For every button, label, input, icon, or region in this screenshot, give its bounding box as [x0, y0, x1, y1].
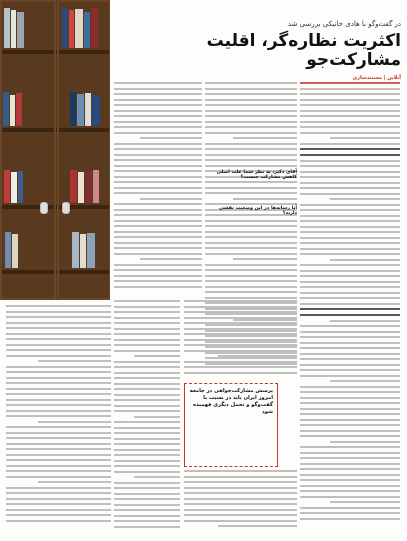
- article-kicker: در گفت‌وگو با هادی خانیکی بررسی شد: [287, 20, 401, 28]
- body-text-line: [114, 165, 202, 167]
- body-text-line: [184, 328, 297, 330]
- body-text-line: [114, 366, 180, 368]
- body-text-line: [300, 397, 400, 399]
- body-text-line: [330, 441, 400, 443]
- body-text-line: [114, 143, 202, 145]
- body-text-line: [184, 361, 297, 363]
- body-text-line: [114, 154, 202, 156]
- body-text-line: [330, 380, 400, 382]
- body-text-line: [114, 328, 180, 330]
- text-column-right: [300, 82, 400, 534]
- body-text-line: [184, 306, 297, 308]
- body-text-line: [114, 311, 180, 313]
- body-text-line: [300, 242, 400, 244]
- body-text-line: [114, 203, 202, 205]
- pull-quote-text: پرسش مشارکت‌خواهی در جامعه امروز ایران باید در نسبت با گفت‌وگو و تحمل دیگری فهمیده شود: [189, 388, 273, 415]
- body-text-line: [114, 460, 180, 462]
- body-text-line: [300, 518, 400, 520]
- body-text-line: [300, 148, 400, 150]
- body-text-line: [114, 126, 202, 128]
- body-text-line: [205, 220, 297, 222]
- body-text-line: [114, 471, 180, 473]
- body-text-line: [6, 355, 111, 357]
- body-text-line: [300, 121, 400, 123]
- body-text-line: [300, 490, 400, 492]
- body-text-line: [300, 314, 400, 316]
- body-text-line: [300, 281, 400, 283]
- body-text-line: [6, 465, 111, 467]
- body-text-line: [6, 470, 111, 472]
- body-text-line: [114, 242, 202, 244]
- body-text-line: [114, 159, 202, 161]
- body-text-line: [114, 231, 202, 233]
- body-text-line: [114, 115, 202, 117]
- body-text-line: [300, 126, 400, 128]
- body-text-line: [114, 515, 180, 517]
- body-text-line: [184, 476, 297, 478]
- body-text-line: [114, 306, 180, 308]
- body-text-line: [330, 259, 400, 261]
- body-text-line: [300, 187, 400, 189]
- body-text-line: [114, 214, 202, 216]
- body-text-line: [184, 487, 297, 489]
- body-text-line: [184, 344, 297, 346]
- body-text-line: [184, 470, 297, 472]
- body-text-line: [6, 415, 111, 417]
- body-text-line: [6, 393, 111, 395]
- body-text-line: [114, 526, 180, 528]
- body-text-line: [205, 269, 297, 271]
- body-text-line: [300, 386, 400, 388]
- body-text-line: [6, 410, 111, 412]
- body-text-line: [300, 182, 400, 184]
- body-text-line: [114, 498, 180, 500]
- body-text-line: [114, 372, 180, 374]
- text-column-mid-left: [114, 82, 202, 297]
- body-text-line: [6, 432, 111, 434]
- body-text-line: [300, 237, 400, 239]
- body-text-line: [114, 82, 202, 84]
- body-text-line: [300, 160, 400, 162]
- body-text-line: [205, 93, 297, 95]
- body-text-line: [114, 269, 202, 271]
- body-text-line: [300, 104, 400, 106]
- body-text-line: [205, 159, 297, 161]
- body-text-line: [6, 487, 111, 489]
- body-text-line: [300, 391, 400, 393]
- body-text-line: [114, 264, 202, 266]
- body-text-line: [6, 503, 111, 505]
- body-text-line: [205, 110, 297, 112]
- body-text-line: [38, 421, 112, 423]
- body-text-line: [300, 99, 400, 101]
- body-text-line: [300, 226, 400, 228]
- body-text-line: [114, 487, 180, 489]
- body-text-line: [300, 176, 400, 178]
- body-text-line: [114, 377, 180, 379]
- body-text-line: [6, 509, 111, 511]
- body-text-line: [6, 454, 111, 456]
- body-text-line: [205, 236, 297, 238]
- body-text-line: [300, 292, 400, 294]
- body-text-line: [114, 520, 180, 522]
- body-text-line: [6, 443, 111, 445]
- body-text-line: [205, 275, 297, 277]
- body-text-line: [205, 247, 297, 249]
- body-text-line: [184, 350, 297, 352]
- body-text-line: [114, 209, 202, 211]
- body-text-line: [114, 410, 180, 412]
- body-text-line: [205, 165, 297, 167]
- body-text-line: [6, 388, 111, 390]
- body-text-line: [205, 231, 297, 233]
- body-text-line: [140, 137, 202, 139]
- body-text-line: [300, 353, 400, 355]
- body-text-line: [6, 382, 111, 384]
- article-headline: اکثریت نظاره‌گر، اقلیت مشارکت‌جو: [206, 31, 401, 70]
- body-text-line: [6, 492, 111, 494]
- body-text-line: [205, 148, 297, 150]
- body-text-line: [184, 509, 297, 511]
- body-text-line: [300, 358, 400, 360]
- body-text-line: [114, 493, 180, 495]
- body-text-line: [184, 520, 297, 522]
- body-text-line: [205, 154, 297, 156]
- body-text-line: [300, 275, 400, 277]
- body-text-line: [184, 514, 297, 516]
- body-text-line: [114, 388, 180, 390]
- body-text-line: [114, 300, 180, 302]
- body-text-line: [300, 231, 400, 233]
- text-column-lower-mid: [114, 300, 180, 537]
- body-text-line: [114, 504, 180, 506]
- body-text-line: [300, 430, 400, 432]
- body-text-line: [300, 485, 400, 487]
- body-text-line: [114, 275, 202, 277]
- body-text-line: [300, 88, 400, 90]
- body-text-line: [114, 280, 202, 282]
- body-text-line: [184, 366, 297, 368]
- body-text-line: [300, 264, 400, 266]
- body-text-line: [205, 104, 297, 106]
- body-text-line: [300, 424, 400, 426]
- body-text-line: [218, 525, 297, 527]
- body-text-line: [114, 132, 202, 134]
- body-text-line: [300, 325, 400, 327]
- body-text-line: [300, 347, 400, 349]
- bookshelf-photo: [0, 0, 110, 300]
- body-text-line: [300, 463, 400, 465]
- body-text-line: [114, 317, 180, 319]
- body-text-line: [184, 322, 297, 324]
- body-text-line: [114, 350, 180, 352]
- body-text-line: [205, 82, 297, 84]
- body-text-line: [205, 88, 297, 90]
- body-text-line: [300, 364, 400, 366]
- body-text-line: [330, 501, 400, 503]
- body-text-line: [300, 215, 400, 217]
- body-text-line: [300, 286, 400, 288]
- body-text-line: [300, 110, 400, 112]
- body-text-line: [184, 300, 297, 302]
- body-text-line: [114, 121, 202, 123]
- body-text-line: [205, 291, 297, 293]
- body-text-line: [114, 236, 202, 238]
- body-text-line: [233, 198, 297, 200]
- body-text-line: [300, 115, 400, 117]
- body-text-line: [300, 204, 400, 206]
- text-column-upper-mid-right: [184, 300, 297, 380]
- body-text-line: [6, 311, 111, 313]
- body-text-line: [114, 394, 180, 396]
- body-text-line: [300, 512, 400, 514]
- body-text-line: [6, 459, 111, 461]
- body-text-line: [6, 371, 111, 373]
- body-text-line: [114, 176, 202, 178]
- body-text-line: [6, 316, 111, 318]
- body-text-line: [114, 454, 180, 456]
- body-text-line: [184, 492, 297, 494]
- body-text-line: [6, 426, 111, 428]
- body-text-line: [6, 498, 111, 500]
- body-text-line: [6, 327, 111, 329]
- body-text-line: [300, 303, 400, 305]
- body-text-line: [205, 181, 297, 183]
- body-text-line: [300, 93, 400, 95]
- body-text-line: [300, 154, 400, 156]
- body-text-line: [140, 198, 202, 200]
- body-text-line: [114, 192, 202, 194]
- body-text-line: [6, 344, 111, 346]
- body-text-line: [218, 355, 297, 357]
- body-text-line: [184, 503, 297, 505]
- body-text-line: [6, 437, 111, 439]
- body-text-line: [6, 305, 111, 307]
- body-text-line: [300, 308, 400, 310]
- body-text-line: [140, 258, 202, 260]
- body-text-line: [205, 253, 297, 255]
- body-text-line: [184, 311, 297, 313]
- body-text-line: [300, 248, 400, 250]
- body-text-line: [6, 338, 111, 340]
- author-tag: آنلاین | مستندسازی: [352, 75, 401, 81]
- body-text-line: [114, 110, 202, 112]
- body-text-line: [114, 465, 180, 467]
- body-text-line: [114, 322, 180, 324]
- body-text-line: [300, 82, 400, 84]
- body-text-line: [114, 509, 180, 511]
- body-text-line: [205, 203, 297, 205]
- body-text-line: [6, 366, 111, 368]
- body-text-line: [114, 170, 202, 172]
- body-text-line: [300, 419, 400, 421]
- body-text-line: [114, 181, 202, 183]
- body-text-line: [300, 375, 400, 377]
- body-text-line: [114, 104, 202, 106]
- interview-question: آقای دکتر، به نظر شما علت اصلی کاهش مشارکت چیست؟: [216, 170, 297, 180]
- body-text-line: [114, 333, 180, 335]
- body-text-line: [184, 498, 297, 500]
- body-text-line: [300, 468, 400, 470]
- body-text-line: [114, 443, 180, 445]
- body-text-line: [134, 355, 180, 357]
- body-text-line: [114, 225, 202, 227]
- body-text-line: [300, 435, 400, 437]
- body-text-line: [330, 198, 400, 200]
- body-text-line: [205, 192, 297, 194]
- body-text-line: [114, 286, 202, 288]
- body-text-line: [134, 416, 180, 418]
- body-text-line: [114, 405, 180, 407]
- body-text-line: [300, 220, 400, 222]
- body-text-line: [205, 143, 297, 145]
- body-text-line: [114, 421, 180, 423]
- body-text-line: [300, 479, 400, 481]
- body-text-line: [205, 225, 297, 227]
- body-text-line: [184, 372, 297, 374]
- body-text-line: [6, 476, 111, 478]
- body-text-line: [114, 449, 180, 451]
- body-text-line: [205, 132, 297, 134]
- body-text-line: [6, 349, 111, 351]
- body-text-line: [205, 286, 297, 288]
- body-text-line: [300, 402, 400, 404]
- body-text-line: [233, 137, 297, 139]
- body-text-line: [300, 253, 400, 255]
- body-text-line: [184, 317, 297, 319]
- body-text-line: [300, 342, 400, 344]
- body-text-line: [205, 115, 297, 117]
- body-text-line: [114, 438, 180, 440]
- body-text-line: [114, 253, 202, 255]
- body-text-line: [114, 432, 180, 434]
- pull-quote-box: [184, 383, 278, 467]
- body-text-line: [38, 481, 112, 483]
- body-text-line: [114, 99, 202, 101]
- body-text-line: [114, 93, 202, 95]
- body-text-line: [114, 339, 180, 341]
- body-text-line: [114, 482, 180, 484]
- body-text-line: [6, 399, 111, 401]
- body-text-line: [114, 399, 180, 401]
- body-text-line: [6, 514, 111, 516]
- body-text-line: [134, 476, 180, 478]
- body-text-line: [205, 187, 297, 189]
- body-text-line: [6, 377, 111, 379]
- body-text-line: [300, 209, 400, 211]
- body-text-line: [184, 333, 297, 335]
- body-text-line: [114, 220, 202, 222]
- text-column-lower-mid-right: [184, 470, 297, 537]
- body-text-line: [300, 457, 400, 459]
- body-text-line: [6, 448, 111, 450]
- body-text-line: [233, 258, 297, 260]
- body-text-line: [300, 413, 400, 415]
- body-text-line: [114, 344, 180, 346]
- body-text-line: [205, 121, 297, 123]
- body-text-line: [6, 404, 111, 406]
- body-text-line: [300, 297, 400, 299]
- body-text-line: [205, 242, 297, 244]
- body-text-line: [300, 270, 400, 272]
- body-text-line: [300, 336, 400, 338]
- body-text-line: [300, 165, 400, 167]
- body-text-line: [205, 297, 297, 299]
- body-text-line: [114, 361, 180, 363]
- body-text-line: [205, 280, 297, 282]
- body-text-line: [114, 187, 202, 189]
- body-text-line: [300, 331, 400, 333]
- body-text-line: [300, 193, 400, 195]
- body-text-line: [114, 148, 202, 150]
- body-text-line: [300, 132, 400, 134]
- body-text-line: [114, 247, 202, 249]
- body-text-line: [205, 99, 297, 101]
- body-text-line: [184, 339, 297, 341]
- body-text-line: [300, 474, 400, 476]
- body-text-line: [114, 383, 180, 385]
- body-text-line: [6, 520, 111, 522]
- body-text-line: [300, 143, 400, 145]
- body-text-line: [205, 264, 297, 266]
- text-column-lower-left: [6, 305, 111, 537]
- body-text-line: [114, 88, 202, 90]
- body-text-line: [300, 408, 400, 410]
- body-text-line: [114, 427, 180, 429]
- body-text-line: [300, 507, 400, 509]
- body-text-line: [300, 369, 400, 371]
- body-text-line: [6, 322, 111, 324]
- body-text-line: [38, 360, 112, 362]
- body-text-line: [300, 496, 400, 498]
- body-text-line: [300, 446, 400, 448]
- interview-question: آیا رسانه‌ها در این وضعیت نقشی دارند؟: [218, 206, 297, 216]
- body-text-line: [300, 171, 400, 173]
- body-text-line: [330, 320, 400, 322]
- body-text-line: [6, 333, 111, 335]
- body-text-line: [300, 452, 400, 454]
- body-text-line: [184, 481, 297, 483]
- body-text-line: [330, 137, 400, 139]
- body-text-line: [205, 126, 297, 128]
